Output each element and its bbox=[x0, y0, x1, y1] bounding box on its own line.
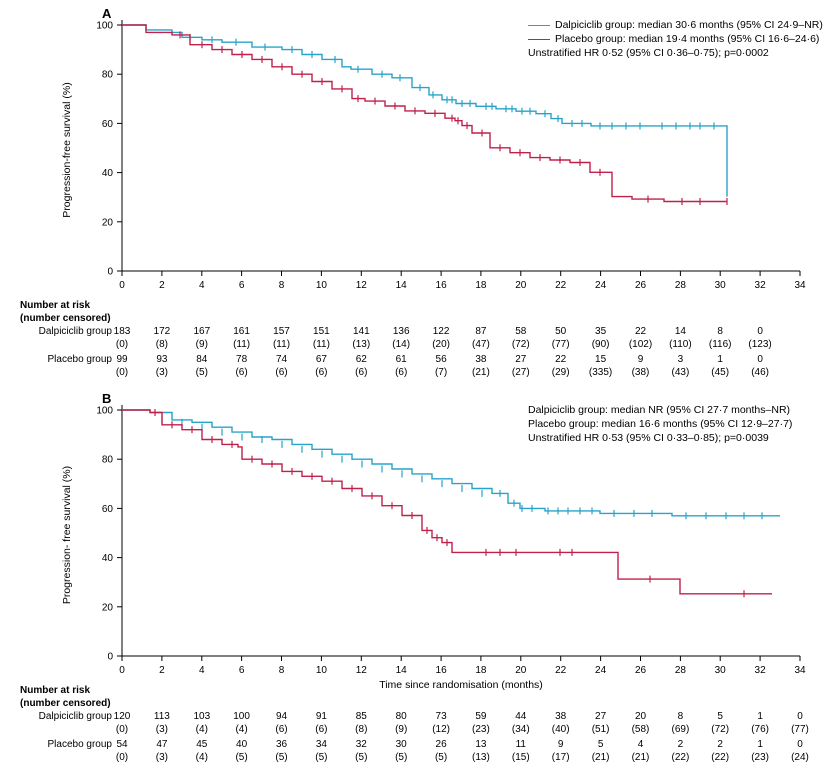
svg-text:2: 2 bbox=[159, 665, 165, 676]
risk-value: 44 bbox=[515, 711, 527, 722]
risk-censored: (0) bbox=[115, 752, 129, 762]
risk-value: 56 bbox=[435, 354, 447, 365]
risk-value: 34 bbox=[315, 739, 327, 750]
risk-title-b-1: Number at risk bbox=[20, 685, 91, 696]
risk-value: 80 bbox=[395, 711, 407, 722]
risk-value: 183 bbox=[113, 326, 131, 337]
risk-value: 8 bbox=[717, 326, 723, 337]
risk-censored: (15) bbox=[511, 752, 530, 762]
svg-text:16: 16 bbox=[435, 665, 447, 676]
risk-value: 3 bbox=[677, 354, 684, 365]
risk-value: 5 bbox=[597, 739, 604, 750]
svg-text:26: 26 bbox=[634, 280, 647, 291]
risk-value: 38 bbox=[555, 711, 567, 722]
risk-value: 91 bbox=[315, 711, 327, 722]
risk-value: 47 bbox=[156, 739, 168, 750]
risk-censored: (123) bbox=[748, 339, 772, 350]
risk-value: 35 bbox=[595, 326, 607, 337]
risk-value: 32 bbox=[355, 739, 367, 750]
risk-censored: (13) bbox=[471, 752, 490, 762]
risk-value: 113 bbox=[153, 711, 170, 722]
risk-censored: (6) bbox=[315, 367, 328, 378]
risk-value: 0 bbox=[757, 326, 763, 337]
risk-censored: (0) bbox=[115, 367, 129, 378]
risk-value: 61 bbox=[395, 354, 407, 365]
legend-label-hr: Unstratified HR 0·52 (95% CI 0·36–0·75); p=0·0002 bbox=[528, 47, 769, 59]
svg-text:2: 2 bbox=[159, 280, 165, 291]
risk-censored: (90) bbox=[591, 339, 610, 350]
risk-censored: (7) bbox=[434, 367, 448, 378]
svg-text:6: 6 bbox=[238, 665, 245, 676]
risk-value: 87 bbox=[475, 326, 487, 337]
panel-b-plot bbox=[0, 385, 834, 690]
risk-censored: (335) bbox=[588, 367, 613, 378]
svg-text:100: 100 bbox=[96, 405, 113, 417]
risk-censored: (9) bbox=[395, 724, 408, 735]
risk-censored: (76) bbox=[751, 724, 769, 735]
risk-value: 30 bbox=[395, 739, 407, 750]
risk-censored: (5) bbox=[275, 752, 288, 762]
svg-text:4: 4 bbox=[199, 665, 205, 676]
panel-a-ylabel: Progression-free survival (%) bbox=[61, 82, 73, 218]
risk-value: 67 bbox=[315, 354, 327, 365]
risk-censored: (3) bbox=[155, 367, 169, 378]
risk-censored: (8) bbox=[355, 724, 368, 735]
svg-text:24: 24 bbox=[595, 280, 607, 291]
risk-value: 27 bbox=[595, 711, 607, 722]
legend-label-dalpiciclib: Dalpiciclib group: median 30·6 months (95% CI 24·9–NR) bbox=[555, 19, 823, 31]
risk-value: 1 bbox=[757, 711, 763, 722]
legend-label-placebo: Placebo group: median 16·6 months (95% CI 12·9–27·7) bbox=[528, 418, 793, 430]
svg-text:8: 8 bbox=[278, 280, 285, 291]
svg-text:14: 14 bbox=[395, 280, 407, 291]
risk-value: 0 bbox=[797, 739, 803, 750]
risk-value: 1 bbox=[717, 354, 723, 365]
risk-value: 11 bbox=[515, 739, 526, 750]
risk-censored: (17) bbox=[551, 752, 570, 762]
risk-value: 36 bbox=[275, 739, 288, 750]
risk-censored: (69) bbox=[671, 724, 690, 735]
risk-censored: (11) bbox=[233, 339, 251, 350]
risk-value: 157 bbox=[273, 326, 290, 337]
risk-censored: (58) bbox=[631, 724, 650, 735]
risk-censored: (11) bbox=[312, 339, 330, 350]
svg-text:60: 60 bbox=[101, 503, 113, 515]
risk-censored: (102) bbox=[628, 339, 653, 350]
risk-censored: (9) bbox=[195, 339, 208, 350]
risk-censored: (4) bbox=[235, 724, 248, 735]
svg-text:12: 12 bbox=[355, 280, 367, 291]
svg-text:28: 28 bbox=[674, 280, 686, 291]
risk-censored: (22) bbox=[711, 752, 730, 762]
svg-text:10: 10 bbox=[315, 665, 327, 676]
risk-censored: (21) bbox=[471, 367, 490, 378]
svg-text:32: 32 bbox=[754, 280, 766, 291]
svg-text:22: 22 bbox=[555, 665, 567, 676]
risk-censored: (23) bbox=[471, 724, 490, 735]
risk-value: 0 bbox=[757, 354, 763, 365]
risk-censored: (6) bbox=[395, 367, 408, 378]
svg-text:80: 80 bbox=[101, 454, 113, 466]
risk-value: 27 bbox=[515, 354, 527, 365]
risk-censored: (13) bbox=[352, 339, 371, 350]
legend-label-hr: Unstratified HR 0·53 (95% CI 0·33–0·85); p=0·0039 bbox=[528, 432, 769, 444]
risk-value: 15 bbox=[595, 354, 607, 365]
risk-value: 100 bbox=[233, 711, 250, 722]
risk-value: 103 bbox=[193, 711, 211, 722]
risk-censored: (5) bbox=[434, 752, 448, 762]
risk-censored: (22) bbox=[671, 752, 690, 762]
risk-row-a-placebo bbox=[0, 354, 834, 380]
svg-text:8: 8 bbox=[278, 665, 285, 676]
risk-censored: (23) bbox=[751, 752, 769, 762]
risk-row-label: Dalpiciclib group bbox=[38, 711, 112, 722]
svg-text:30: 30 bbox=[714, 665, 726, 676]
risk-value: 59 bbox=[475, 711, 487, 722]
svg-text:24: 24 bbox=[595, 665, 607, 676]
risk-censored: (6) bbox=[275, 367, 288, 378]
risk-censored: (3) bbox=[155, 752, 169, 762]
risk-censored: (11) bbox=[272, 339, 291, 350]
svg-text:18: 18 bbox=[475, 665, 487, 676]
risk-value: 141 bbox=[352, 326, 370, 337]
risk-value: 9 bbox=[637, 354, 644, 365]
svg-text:20: 20 bbox=[101, 217, 113, 229]
risk-censored: (5) bbox=[235, 752, 248, 762]
risk-censored: (46) bbox=[751, 367, 769, 378]
risk-value: 122 bbox=[432, 326, 450, 337]
risk-censored: (5) bbox=[195, 367, 208, 378]
panel-b-ylabel: Progression- free survival (%) bbox=[61, 465, 73, 605]
risk-censored: (0) bbox=[115, 339, 129, 350]
risk-value: 84 bbox=[196, 354, 208, 365]
risk-censored: (0) bbox=[115, 724, 129, 735]
svg-text:34: 34 bbox=[794, 665, 806, 676]
panel-a-plot bbox=[0, 0, 834, 300]
svg-text:0: 0 bbox=[119, 665, 125, 676]
risk-censored: (6) bbox=[355, 367, 368, 378]
risk-censored: (8) bbox=[155, 339, 169, 350]
risk-value: 78 bbox=[236, 354, 248, 365]
risk-value: 0 bbox=[797, 711, 803, 722]
risk-value: 94 bbox=[275, 711, 288, 722]
risk-value: 9 bbox=[557, 739, 564, 750]
risk-censored: (72) bbox=[511, 339, 530, 350]
risk-censored: (14) bbox=[392, 339, 411, 350]
risk-value: 167 bbox=[193, 326, 211, 337]
risk-value: 20 bbox=[634, 711, 647, 722]
risk-value: 8 bbox=[677, 711, 684, 722]
risk-censored: (34) bbox=[511, 724, 530, 735]
panel-b-xlabel: Time since randomisation (months) bbox=[379, 679, 543, 690]
svg-text:14: 14 bbox=[395, 665, 407, 676]
risk-value: 58 bbox=[515, 326, 527, 337]
risk-value: 93 bbox=[156, 354, 168, 365]
risk-censored: (21) bbox=[631, 752, 650, 762]
risk-value: 85 bbox=[355, 711, 367, 722]
svg-text:12: 12 bbox=[355, 665, 367, 676]
risk-value: 22 bbox=[555, 354, 567, 365]
risk-censored: (72) bbox=[711, 724, 730, 735]
svg-text:0: 0 bbox=[119, 280, 125, 291]
risk-value: 50 bbox=[555, 326, 567, 337]
svg-text:0: 0 bbox=[107, 651, 113, 663]
svg-text:32: 32 bbox=[754, 665, 766, 676]
svg-text:10: 10 bbox=[315, 280, 327, 291]
risk-value: 172 bbox=[153, 326, 171, 337]
svg-text:80: 80 bbox=[101, 69, 113, 81]
risk-value: 74 bbox=[275, 354, 288, 365]
risk-censored: (6) bbox=[235, 367, 248, 378]
risk-row-label: Placebo group bbox=[47, 739, 112, 750]
risk-censored: (51) bbox=[591, 724, 610, 735]
risk-title-b-2: (number censored) bbox=[20, 698, 111, 709]
risk-censored: (4) bbox=[195, 752, 208, 762]
svg-text:0: 0 bbox=[107, 266, 113, 278]
risk-censored: (20) bbox=[432, 339, 450, 350]
risk-title-a-1: Number at risk bbox=[20, 300, 91, 311]
svg-text:100: 100 bbox=[96, 20, 113, 32]
svg-text:4: 4 bbox=[199, 280, 205, 291]
risk-row-label: Dalpiciclib group bbox=[38, 326, 112, 337]
svg-text:40: 40 bbox=[101, 553, 113, 565]
risk-value: 54 bbox=[116, 739, 128, 750]
risk-censored: (77) bbox=[791, 724, 809, 735]
risk-value: 62 bbox=[355, 354, 367, 365]
risk-censored: (77) bbox=[551, 339, 570, 350]
risk-censored: (24) bbox=[791, 752, 809, 762]
svg-text:16: 16 bbox=[435, 280, 447, 291]
svg-text:6: 6 bbox=[238, 280, 245, 291]
svg-text:28: 28 bbox=[674, 665, 686, 676]
risk-title-a-2: (number censored) bbox=[20, 313, 111, 324]
legend-label-dalpiciclib: Dalpiciclib group: median NR (95% CI 27·7 months–NR) bbox=[528, 404, 791, 416]
risk-row-label: Placebo group bbox=[47, 354, 112, 365]
risk-censored: (29) bbox=[551, 367, 570, 378]
risk-censored: (6) bbox=[315, 724, 328, 735]
legend-label-placebo: Placebo group: median 19·4 months (95% CI 16·6–24·6) bbox=[555, 33, 820, 45]
risk-value: 151 bbox=[313, 326, 330, 337]
risk-censored: (3) bbox=[155, 724, 169, 735]
risk-value: 5 bbox=[717, 711, 723, 722]
svg-text:22: 22 bbox=[555, 280, 567, 291]
risk-value: 2 bbox=[677, 739, 684, 750]
svg-text:20: 20 bbox=[515, 665, 527, 676]
risk-value: 2 bbox=[717, 739, 723, 750]
risk-censored: (5) bbox=[395, 752, 408, 762]
risk-censored: (45) bbox=[711, 367, 730, 378]
risk-censored: (40) bbox=[551, 724, 570, 735]
risk-value: 22 bbox=[634, 326, 647, 337]
risk-censored: (43) bbox=[671, 367, 690, 378]
panel-b bbox=[0, 385, 834, 762]
svg-text:60: 60 bbox=[101, 118, 113, 130]
risk-censored: (38) bbox=[631, 367, 650, 378]
svg-text:20: 20 bbox=[515, 280, 527, 291]
panel-a bbox=[0, 0, 834, 380]
risk-censored: (4) bbox=[195, 724, 208, 735]
risk-value: 4 bbox=[637, 739, 644, 750]
risk-value: 45 bbox=[196, 739, 208, 750]
risk-value: 120 bbox=[113, 711, 131, 722]
svg-text:30: 30 bbox=[714, 280, 726, 291]
risk-value: 26 bbox=[435, 739, 447, 750]
risk-value: 38 bbox=[475, 354, 487, 365]
risk-censored: (5) bbox=[315, 752, 328, 762]
svg-text:18: 18 bbox=[475, 280, 487, 291]
risk-censored: (5) bbox=[355, 752, 368, 762]
risk-censored: (6) bbox=[275, 724, 288, 735]
panel-b-label: B bbox=[102, 391, 112, 406]
risk-value: 1 bbox=[757, 739, 763, 750]
risk-value: 40 bbox=[236, 739, 248, 750]
svg-text:34: 34 bbox=[794, 280, 806, 291]
svg-text:20: 20 bbox=[101, 602, 113, 614]
risk-censored: (47) bbox=[471, 339, 490, 350]
risk-row-b-dalpiciclib bbox=[0, 711, 834, 737]
risk-row-a-dalpiciclib bbox=[0, 326, 834, 352]
risk-censored: (116) bbox=[708, 339, 732, 350]
risk-censored: (21) bbox=[591, 752, 610, 762]
risk-value: 99 bbox=[116, 354, 128, 365]
risk-value: 161 bbox=[233, 326, 250, 337]
risk-value: 14 bbox=[674, 326, 686, 337]
risk-value: 13 bbox=[475, 739, 487, 750]
risk-censored: (12) bbox=[432, 724, 450, 735]
svg-text:26: 26 bbox=[634, 665, 647, 676]
risk-censored: (27) bbox=[511, 367, 530, 378]
svg-text:40: 40 bbox=[101, 168, 113, 180]
risk-censored: (110) bbox=[669, 339, 692, 350]
risk-value: 73 bbox=[435, 711, 447, 722]
panel-a-label: A bbox=[102, 6, 112, 21]
risk-value: 136 bbox=[392, 326, 410, 337]
risk-row-b-placebo bbox=[0, 739, 834, 762]
